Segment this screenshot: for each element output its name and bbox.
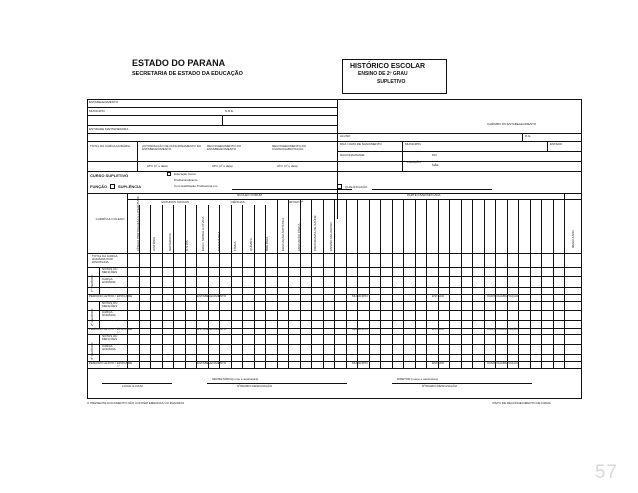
total-carga-grid-label: TOTAL DA CARGA HORÁRIA POR DISCIPLINA: [92, 254, 118, 264]
carga-label: CARGA HORÁRIA: [102, 344, 116, 352]
subject-label: ENSINO RELIGIOSO: [329, 222, 334, 251]
autorizacao-label: AUTORIZAÇÃO DE FUNCIONAMENTO DO ESTABELECIMENTO: [142, 144, 202, 151]
carga-label: CARGA HORÁRIA: [102, 310, 116, 318]
grid-estabelecimento-label: ESTABELECIMENTO: [197, 360, 227, 365]
subject-label: LÍNGUA PORTUGUESA E LITERATURA: [136, 196, 141, 251]
subject-label: GEOGRAFIA: [168, 233, 173, 251]
grades-grid: [87, 193, 582, 368]
grid-estado-label: ESTADO: [432, 327, 445, 332]
grid-estado-label: ESTADO: [432, 360, 445, 365]
educacao-geral-checkbox[interactable]: [167, 172, 171, 176]
periodo-letivo-label: PERÍODO LETIVO / ÉPOCA DE: [89, 327, 133, 332]
estado-label: ESTADO: [550, 142, 563, 146]
curriculo-pleno-label: CURRÍCULO PLENO: [95, 217, 125, 221]
reconhecimento-est-label: RECONHECIMENTO DO ESTABELECIMENTO: [207, 144, 242, 151]
historico-escolar-form: [82, 53, 583, 411]
resultado-label: RESULTADO: [571, 230, 575, 248]
nota-label: O PRESENTE DOCUMENTO NÃO CONTÉM EMENDAS OU RASURAS: [87, 401, 185, 405]
date-mask-label: / /: [117, 296, 120, 301]
com-habilitacao-label: Com Habilitação Profissional em: [174, 184, 218, 188]
grid-curso-label: CURSO/HABILITAÇÃO: [487, 327, 519, 332]
parte-diversificada-label: PARTE DIVERSIFICADA: [407, 193, 441, 197]
grid-municipio-label: MUNICIPIO: [352, 293, 368, 298]
doc-subtitle-2: SUPLETIVO: [377, 79, 406, 85]
subject-label: MATEMÁTICA: [216, 231, 221, 251]
ato1-label: ATO (nº e data): [147, 164, 168, 168]
doc-subtitle-1: ENSINO DE 2º GRAU: [358, 71, 408, 77]
estabelecimento-label: ESTABELECIMENTO: [89, 100, 119, 104]
notas-label: NOTAS OU MENÇÕES: [102, 334, 118, 342]
suplencia-label: SUPLÊNCIA: [118, 184, 142, 189]
artigo7-label: ARTIGO 7º: [288, 200, 304, 204]
periodo-letivo-label: PERÍODO LETIVO / ÉPOCA DE: [89, 293, 133, 298]
subject-label: FÍSICA: [232, 241, 237, 251]
qualificacao-checkbox[interactable]: [337, 184, 342, 189]
grid-estabelecimento-label: ESTABELECIMENTO: [197, 327, 227, 332]
grid-curso-label: CURSO/HABILITAÇÃO: [487, 360, 519, 365]
diretor-sub: Nº/DIARIO DESIGNAÇÃO: [422, 384, 458, 388]
carimbo-label: CARIMBO DO ESTABELECIMENTO: [487, 122, 537, 126]
subject-label: HISTÓRIA: [152, 236, 157, 251]
subject-label: EDUC. MORAL E CÍVICA: [200, 216, 205, 251]
secretario-sub: Nº/DIARIO DESIGNAÇÃO: [237, 384, 273, 388]
doc-title: HISTÓRICO ESCOLAR: [350, 63, 426, 70]
secretario-label: SECRETÁRIO(nome e assinatura): [212, 377, 259, 381]
carga-label: CARGA HORÁRIA: [102, 276, 116, 284]
ciencias-label: CIÊNCIAS: [230, 200, 245, 204]
subject-label: PROGRAMAS DE SAÚDE: [313, 215, 318, 251]
periodo-label: 3º PERÍODO: [90, 342, 94, 360]
aluno-label: ALUNO: [340, 134, 351, 138]
subject-label: BIOLOGIA: [265, 236, 269, 251]
rg-label: R.G.: [525, 134, 532, 138]
date-mask-label: / /: [117, 363, 120, 368]
mae-label: MÃE: [432, 163, 439, 167]
funcao-checkbox[interactable]: [110, 184, 115, 189]
subject-label: EDUCAÇÃO ARTÍSTICA: [281, 217, 286, 251]
grid-municipio-label: MUNICIPIO: [352, 327, 368, 332]
pai-label: PAI: [432, 153, 437, 157]
educacao-geral-label: Educação Geral: [174, 172, 196, 176]
curso-supletivo-label: CURSO SUPLETIVO: [90, 173, 129, 178]
grid-estado-label: ESTADO: [432, 293, 445, 298]
diretor-label: DIRETOR (nome e assinatura): [397, 377, 438, 381]
subject-label: EDUCAÇÃO FÍSICA: [297, 223, 302, 251]
periodo-label: 1º PERÍODO: [90, 274, 94, 293]
filiacao-label: FILIAÇÃO: [407, 160, 421, 164]
page-number: 57: [594, 462, 618, 483]
funcao-label: FUNÇÃO: [90, 184, 108, 189]
local-data-label: LOCAL E DATA: [122, 384, 143, 388]
ato3-label: ATO (nº e data): [277, 164, 298, 168]
ato2-label: ATO (nº e data): [212, 164, 233, 168]
nucleo-comum-label: NÚCLEO COMUM: [237, 193, 263, 197]
secretaria-title: SECRETARIA DE ESTADO DA EDUCAÇÃO: [132, 71, 243, 77]
subject-label: O.S.P.B.: [184, 239, 189, 251]
rna-data-label: RNA / DATA DE NASCIMENTO: [340, 142, 382, 146]
grid-municipio-label: MUNICIPIO: [352, 360, 368, 365]
reconhecimento-curso-label: RECONHECIMENTO DO CURSO/HABILITAÇÃO: [272, 144, 307, 151]
notas-label: NOTAS OU MENÇÕES: [102, 300, 118, 308]
periodo-label: 2º PERÍODO: [90, 308, 94, 326]
state-title: ESTADO DO PARANA: [132, 58, 226, 68]
total-carga-label: TOTAL DA CARGA HORÁRIA: [90, 144, 130, 148]
municipio2-label: MUNICIPIO: [405, 142, 421, 146]
grid-curso-label: CURSO/HABILITAÇÃO: [487, 293, 519, 298]
qualificacao-label: QUALIFICAÇÃO: [345, 185, 368, 189]
periodo-letivo-label: PERÍODO LETIVO / ÉPOCA DE: [89, 360, 133, 365]
subject-label: QUÍMICA: [248, 238, 253, 251]
nacionalidade-label: NACIONALIDADE: [340, 153, 365, 157]
municipio-label: MUNICIPIO: [89, 109, 105, 113]
visto-label: VISTO DE RECONHECIMENTO DE FIRMA: [492, 401, 551, 405]
profissionalizante-label: Profissionalizante: [174, 178, 198, 182]
notas-label: NOTAS OU MENÇÕES: [102, 267, 118, 274]
nre-label: N.R.E.: [225, 109, 234, 113]
date-mask-label: / /: [117, 330, 120, 335]
grid-estabelecimento-label: ESTABELECIMENTO: [197, 293, 227, 298]
entidade-label: ENTIDADE MANTENEDORA: [89, 127, 129, 131]
estudos-sociais-label: ESTUDOS SOCIAIS: [161, 200, 190, 204]
